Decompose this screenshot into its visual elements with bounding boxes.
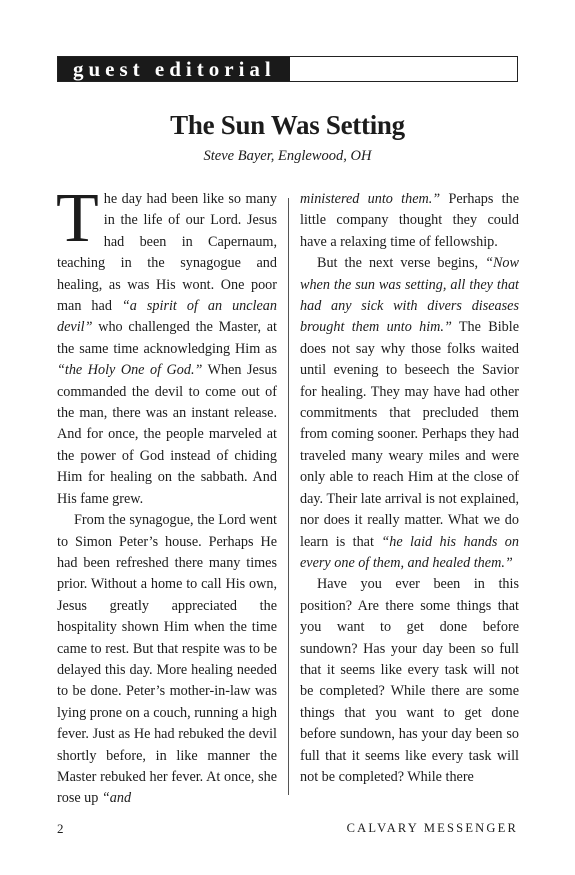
paragraph: But the next verse begins, “Now when the sun was setting, all they that had any sick with divers diseases brought them unto him.” The Bible does not say why those folks waited until evening to beseech the Savior for healing. They may have had other commitments that precluded them from coming sooner. Perhaps they had traveled many weary miles and were only able to reach Him at the close of day. Their late arrival is not explained, nor does it really matter. What we do learn is that “he laid his hands on every one of them, and healed them.”	[300, 255, 519, 571]
magazine-name: CALVARY MESSENGER	[346, 821, 518, 835]
paragraph: The day had been like so many in the life of our Lord. Jesus had been in Capernaum, teaching in the synagogue and healing, as was His wont. One poor man had “a spirit of an unclean devil” who challenged the Master, at the same time acknowledging Him as “the Holy One of God.” When Jesus commanded the devil to come out of the man, there was an instant release. And for once, the people marveled at the power of God instead of chiding Him for healing on the sabbath. And His fame grew.	[56, 180, 277, 507]
scripture-quote: “and	[101, 790, 132, 807]
column-divider	[288, 198, 289, 795]
section-label: guest editorial	[58, 57, 290, 81]
drop-cap: T	[56, 180, 99, 257]
scripture-quote: “the Holy One of God.”	[57, 362, 203, 379]
article-column-right	[300, 189, 519, 788]
article-column-left	[56, 180, 277, 810]
scripture-quote: ministered unto them.”	[300, 191, 441, 207]
page-number: 2	[57, 821, 64, 836]
paragraph: Have you ever been in this position? Are there some things that you want to get done before sundown? Has your day been so full that it seems like every task will not be completed? While there are some things that you want to get done before sundown, has your day been so full that it seems like every task will not be completed? While there	[300, 576, 519, 785]
article-title: The Sun Was Setting	[170, 110, 405, 140]
paragraph: ministered unto them.” Perhaps the little company thought they could have a relaxing time of fellowship.	[300, 191, 519, 250]
scripture-quote: “he laid his hands on every one of them, and healed them.”	[300, 533, 519, 571]
section-banner	[57, 56, 518, 82]
article-byline: Steve Bayer, Englewood, OH	[203, 148, 372, 164]
scripture-quote: “a spirit of an unclean devil”	[57, 298, 277, 336]
paragraph: From the synagogue, the Lord went to Simon Peter’s house. Perhaps He had been refreshed there many times prior. Without a home to call His own, Jesus greatly appreciated the hospitality shown Him when the time came to rest. But that respite was to be delayed this day. More healing needed to be done. Peter’s mother-in-law was lying prone on a couch, running a high fever. Just as He had rebuked the devil shortly before, in like manner the Master rebuked her fever. At once, she rose up “and	[57, 512, 277, 807]
scripture-quote: “Now when the sun was setting, all they that had any sick with divers diseases brought them unto him.”	[300, 255, 519, 336]
